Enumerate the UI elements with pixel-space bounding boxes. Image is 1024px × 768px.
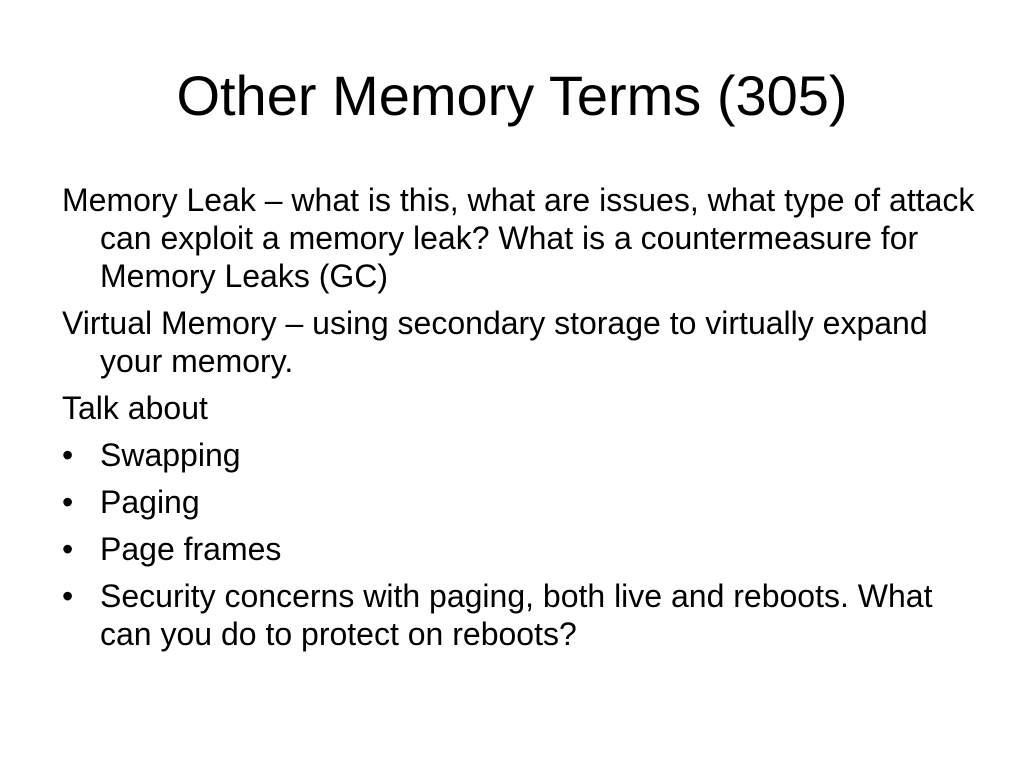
bullet-text: Swapping bbox=[100, 437, 241, 473]
paragraph-memory-leak: Memory Leak – what is this, what are issues, what type of attack can exploit a memory leak? What is a countermeasure for Memory Leaks (GC) bbox=[62, 182, 975, 294]
bullet-icon: • bbox=[62, 578, 74, 614]
bullet-icon: • bbox=[62, 531, 74, 567]
bullet-icon: • bbox=[62, 484, 74, 520]
bullet-item-page-frames bbox=[62, 530, 982, 568]
bullet-item-security-concerns bbox=[62, 577, 982, 653]
bullet-text: Paging bbox=[100, 484, 200, 520]
paragraph-virtual-memory: Virtual Memory – using secondary storage to virtually expand your memory. bbox=[62, 305, 928, 379]
bullet-text: Page frames bbox=[100, 531, 282, 567]
bullet-icon: • bbox=[62, 437, 74, 473]
slide-body bbox=[62, 181, 982, 662]
bullet-item-swapping bbox=[62, 436, 982, 474]
slide-title: Other Memory Terms (305) bbox=[176, 64, 848, 127]
paragraph-talk-about: Talk about bbox=[62, 390, 208, 426]
bullet-item-paging bbox=[62, 483, 982, 521]
bullet-text: Security concerns with paging, both live and reboots. What can you do to protect on reboots? bbox=[100, 578, 933, 652]
